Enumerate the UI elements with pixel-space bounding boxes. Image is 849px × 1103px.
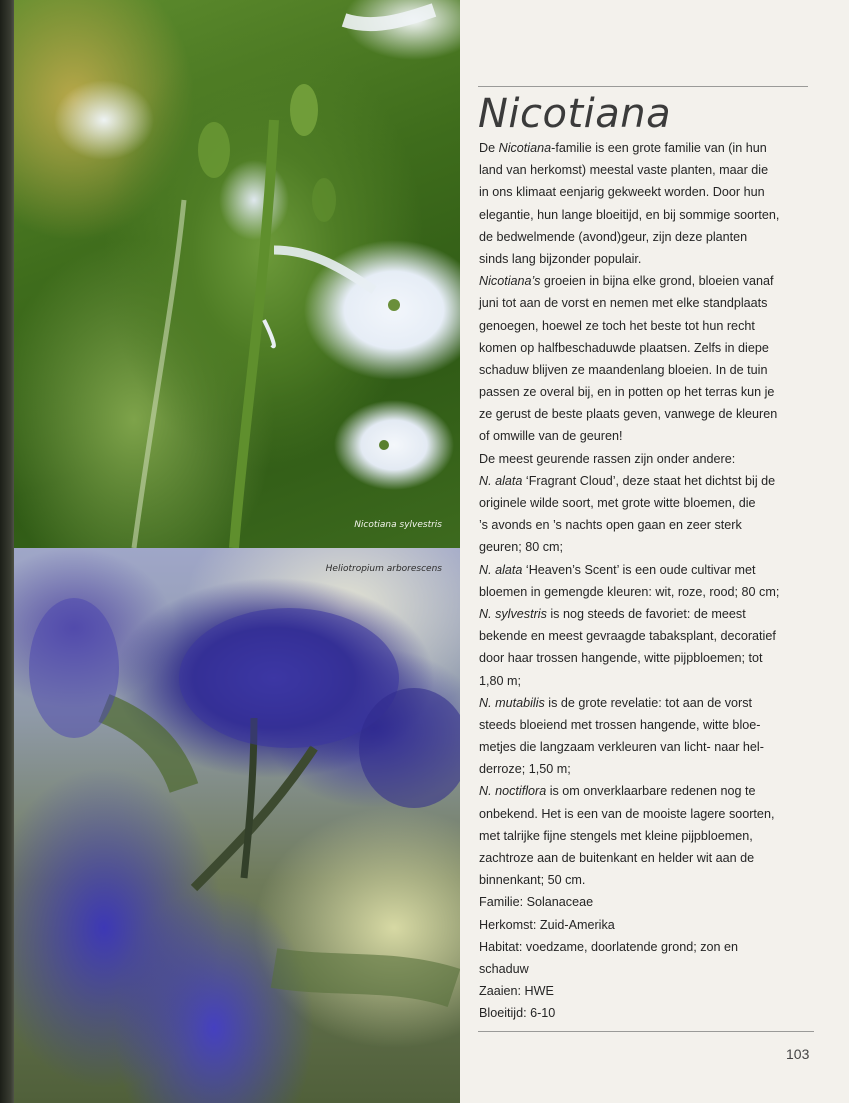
body-text: is de grote revelatie: tot aan de vorst bbox=[544, 695, 753, 710]
body-line bbox=[479, 958, 819, 980]
body-text: met talrijke fijne stengels met kleine pijpbloemen, bbox=[479, 828, 753, 843]
body-text: juni tot aan de vorst en nemen met elke standplaats bbox=[479, 296, 768, 311]
species-name: Nicotiana bbox=[498, 141, 552, 155]
body-text: ‘Heaven’s Scent’ is een oude cultivar met bbox=[522, 562, 756, 577]
body-line bbox=[479, 448, 819, 470]
body-line bbox=[479, 270, 819, 292]
body-text: de bedwelmende (avond)geur, zijn deze planten bbox=[479, 229, 748, 244]
body-line bbox=[479, 137, 819, 159]
body-line bbox=[479, 492, 819, 514]
body-text: ze gerust de beste plaats geven, vanwege de kleuren bbox=[479, 407, 778, 422]
body-line bbox=[479, 780, 819, 802]
body-line bbox=[479, 847, 819, 869]
body-line bbox=[479, 470, 819, 492]
body-text: in ons klimaat eenjarig gekweekt worden. Door hun bbox=[479, 185, 765, 200]
photo-heliotropium-arborescens bbox=[14, 548, 460, 1103]
footer-rule bbox=[478, 1031, 814, 1032]
body-text: of omwille van de geuren! bbox=[479, 429, 623, 444]
body-text: Herkomst: Zuid-Amerika bbox=[479, 917, 615, 932]
body-line bbox=[479, 337, 819, 359]
body-text: derroze; 1,50 m; bbox=[479, 762, 571, 777]
body-line bbox=[479, 536, 819, 558]
body-text: 1,80 m; bbox=[479, 673, 521, 688]
species-name: N. noctiflora bbox=[479, 784, 547, 799]
body-line bbox=[479, 603, 819, 625]
body-text: is nog steeds de favoriet: de meest bbox=[546, 606, 746, 621]
body-line bbox=[479, 914, 819, 936]
species-name: N. alata bbox=[479, 473, 523, 488]
body-text: bloemen in gemengde kleuren: wit, roze, rood; 80 cm; bbox=[479, 584, 780, 599]
body-line bbox=[479, 736, 819, 758]
body-text: steeds bloeiend met trossen hangende, witte bloe- bbox=[479, 717, 761, 732]
body-text: Zaaien: HWE bbox=[479, 984, 554, 999]
body-text: onbekend. Het is een van de mooiste lagere soorten, bbox=[479, 806, 775, 821]
body-line bbox=[479, 226, 819, 248]
body-text: sinds lang bijzonder populair. bbox=[479, 251, 642, 266]
article-title: Nicotiana bbox=[478, 91, 672, 137]
body-text: land van herkomst) meestal vaste planten, maar die bbox=[479, 163, 769, 178]
body-text: komen op halfbeschaduwde plaatsen. Zelfs in diepe bbox=[479, 340, 769, 355]
species-name: N. sylvestris bbox=[479, 606, 547, 621]
body-line bbox=[479, 403, 819, 425]
body-text: Bloeitijd: 6-10 bbox=[479, 1006, 556, 1021]
body-text: metjes die langzaam verkleuren van licht- naar hel- bbox=[479, 740, 764, 755]
body-line bbox=[479, 803, 819, 825]
article-body bbox=[479, 137, 819, 1025]
photo-caption-top: Nicotiana sylvestris bbox=[354, 520, 442, 530]
body-line bbox=[479, 581, 819, 603]
body-line bbox=[479, 692, 819, 714]
body-text: elegantie, hun lange bloeitijd, en bij sommige soorten, bbox=[479, 207, 780, 222]
body-line bbox=[479, 758, 819, 780]
body-text: De meest geurende rassen zijn onder andere: bbox=[479, 451, 736, 466]
body-line bbox=[479, 292, 819, 314]
flower-illustration-top bbox=[14, 0, 460, 548]
species-name: N. alata bbox=[479, 562, 523, 577]
body-text: ‘Fragrant Cloud’, deze staat het dichtst bij de bbox=[522, 473, 776, 488]
body-text: De bbox=[479, 141, 499, 155]
body-line bbox=[479, 825, 819, 847]
body-line bbox=[479, 425, 819, 447]
body-text: genoegen, hoewel ze toch het beste tot hun recht bbox=[479, 318, 755, 333]
body-text: is om onverklaarbare redenen nog te bbox=[546, 784, 756, 799]
body-line bbox=[479, 381, 819, 403]
body-line bbox=[479, 1002, 819, 1024]
body-text: binnenkant; 50 cm. bbox=[479, 873, 586, 888]
body-line bbox=[479, 181, 819, 203]
body-text: Habitat: voedzame, doorlatende grond; zon en bbox=[479, 939, 739, 954]
body-text: originele wilde soort, met grote witte bloemen, die bbox=[479, 496, 756, 510]
body-line bbox=[479, 647, 819, 669]
body-text: passen ze overal bij, en in potten op het terras kun je bbox=[479, 385, 775, 400]
body-line bbox=[479, 514, 819, 536]
body-text: -familie is een grote familie van (in hun bbox=[551, 141, 767, 155]
body-line bbox=[479, 315, 819, 337]
body-text: schaduw bbox=[479, 961, 529, 976]
body-line bbox=[479, 936, 819, 958]
body-text: ’s avonds en ’s nachts open gaan en zeer sterk bbox=[479, 518, 742, 533]
body-text: groeien in bijna elke grond, bloeien vanaf bbox=[540, 274, 774, 289]
body-line bbox=[479, 670, 819, 692]
body-line bbox=[479, 248, 819, 270]
body-line bbox=[479, 980, 819, 1002]
photo-caption-bottom: Heliotropium arborescens bbox=[325, 564, 442, 574]
body-text: door haar trossen hangende, witte pijpbloemen; tot bbox=[479, 651, 763, 666]
body-line bbox=[479, 869, 819, 891]
body-text: zachtroze aan de buitenkant en helder wit aan de bbox=[479, 851, 755, 865]
photo-nicotiana-sylvestris bbox=[14, 0, 460, 548]
body-text: schaduw blijven ze maandenlang bloeien. In de tuin bbox=[479, 362, 768, 377]
body-line bbox=[479, 359, 819, 381]
species-name: Nicotiana’s bbox=[479, 274, 541, 289]
body-line bbox=[479, 891, 819, 913]
body-text: Familie: Solanaceae bbox=[479, 895, 594, 910]
flower-illustration-bottom bbox=[14, 548, 460, 1103]
body-line bbox=[479, 204, 819, 226]
body-line bbox=[479, 625, 819, 647]
title-rule bbox=[478, 86, 808, 87]
body-line bbox=[479, 559, 819, 581]
body-text: geuren; 80 cm; bbox=[479, 540, 564, 555]
page-number: 103 bbox=[786, 1046, 810, 1062]
body-text: bekende en meest gevraagde tabaksplant, decoratief bbox=[479, 629, 776, 644]
species-name: N. mutabilis bbox=[479, 695, 545, 710]
body-line bbox=[479, 159, 819, 181]
body-line bbox=[479, 714, 819, 736]
